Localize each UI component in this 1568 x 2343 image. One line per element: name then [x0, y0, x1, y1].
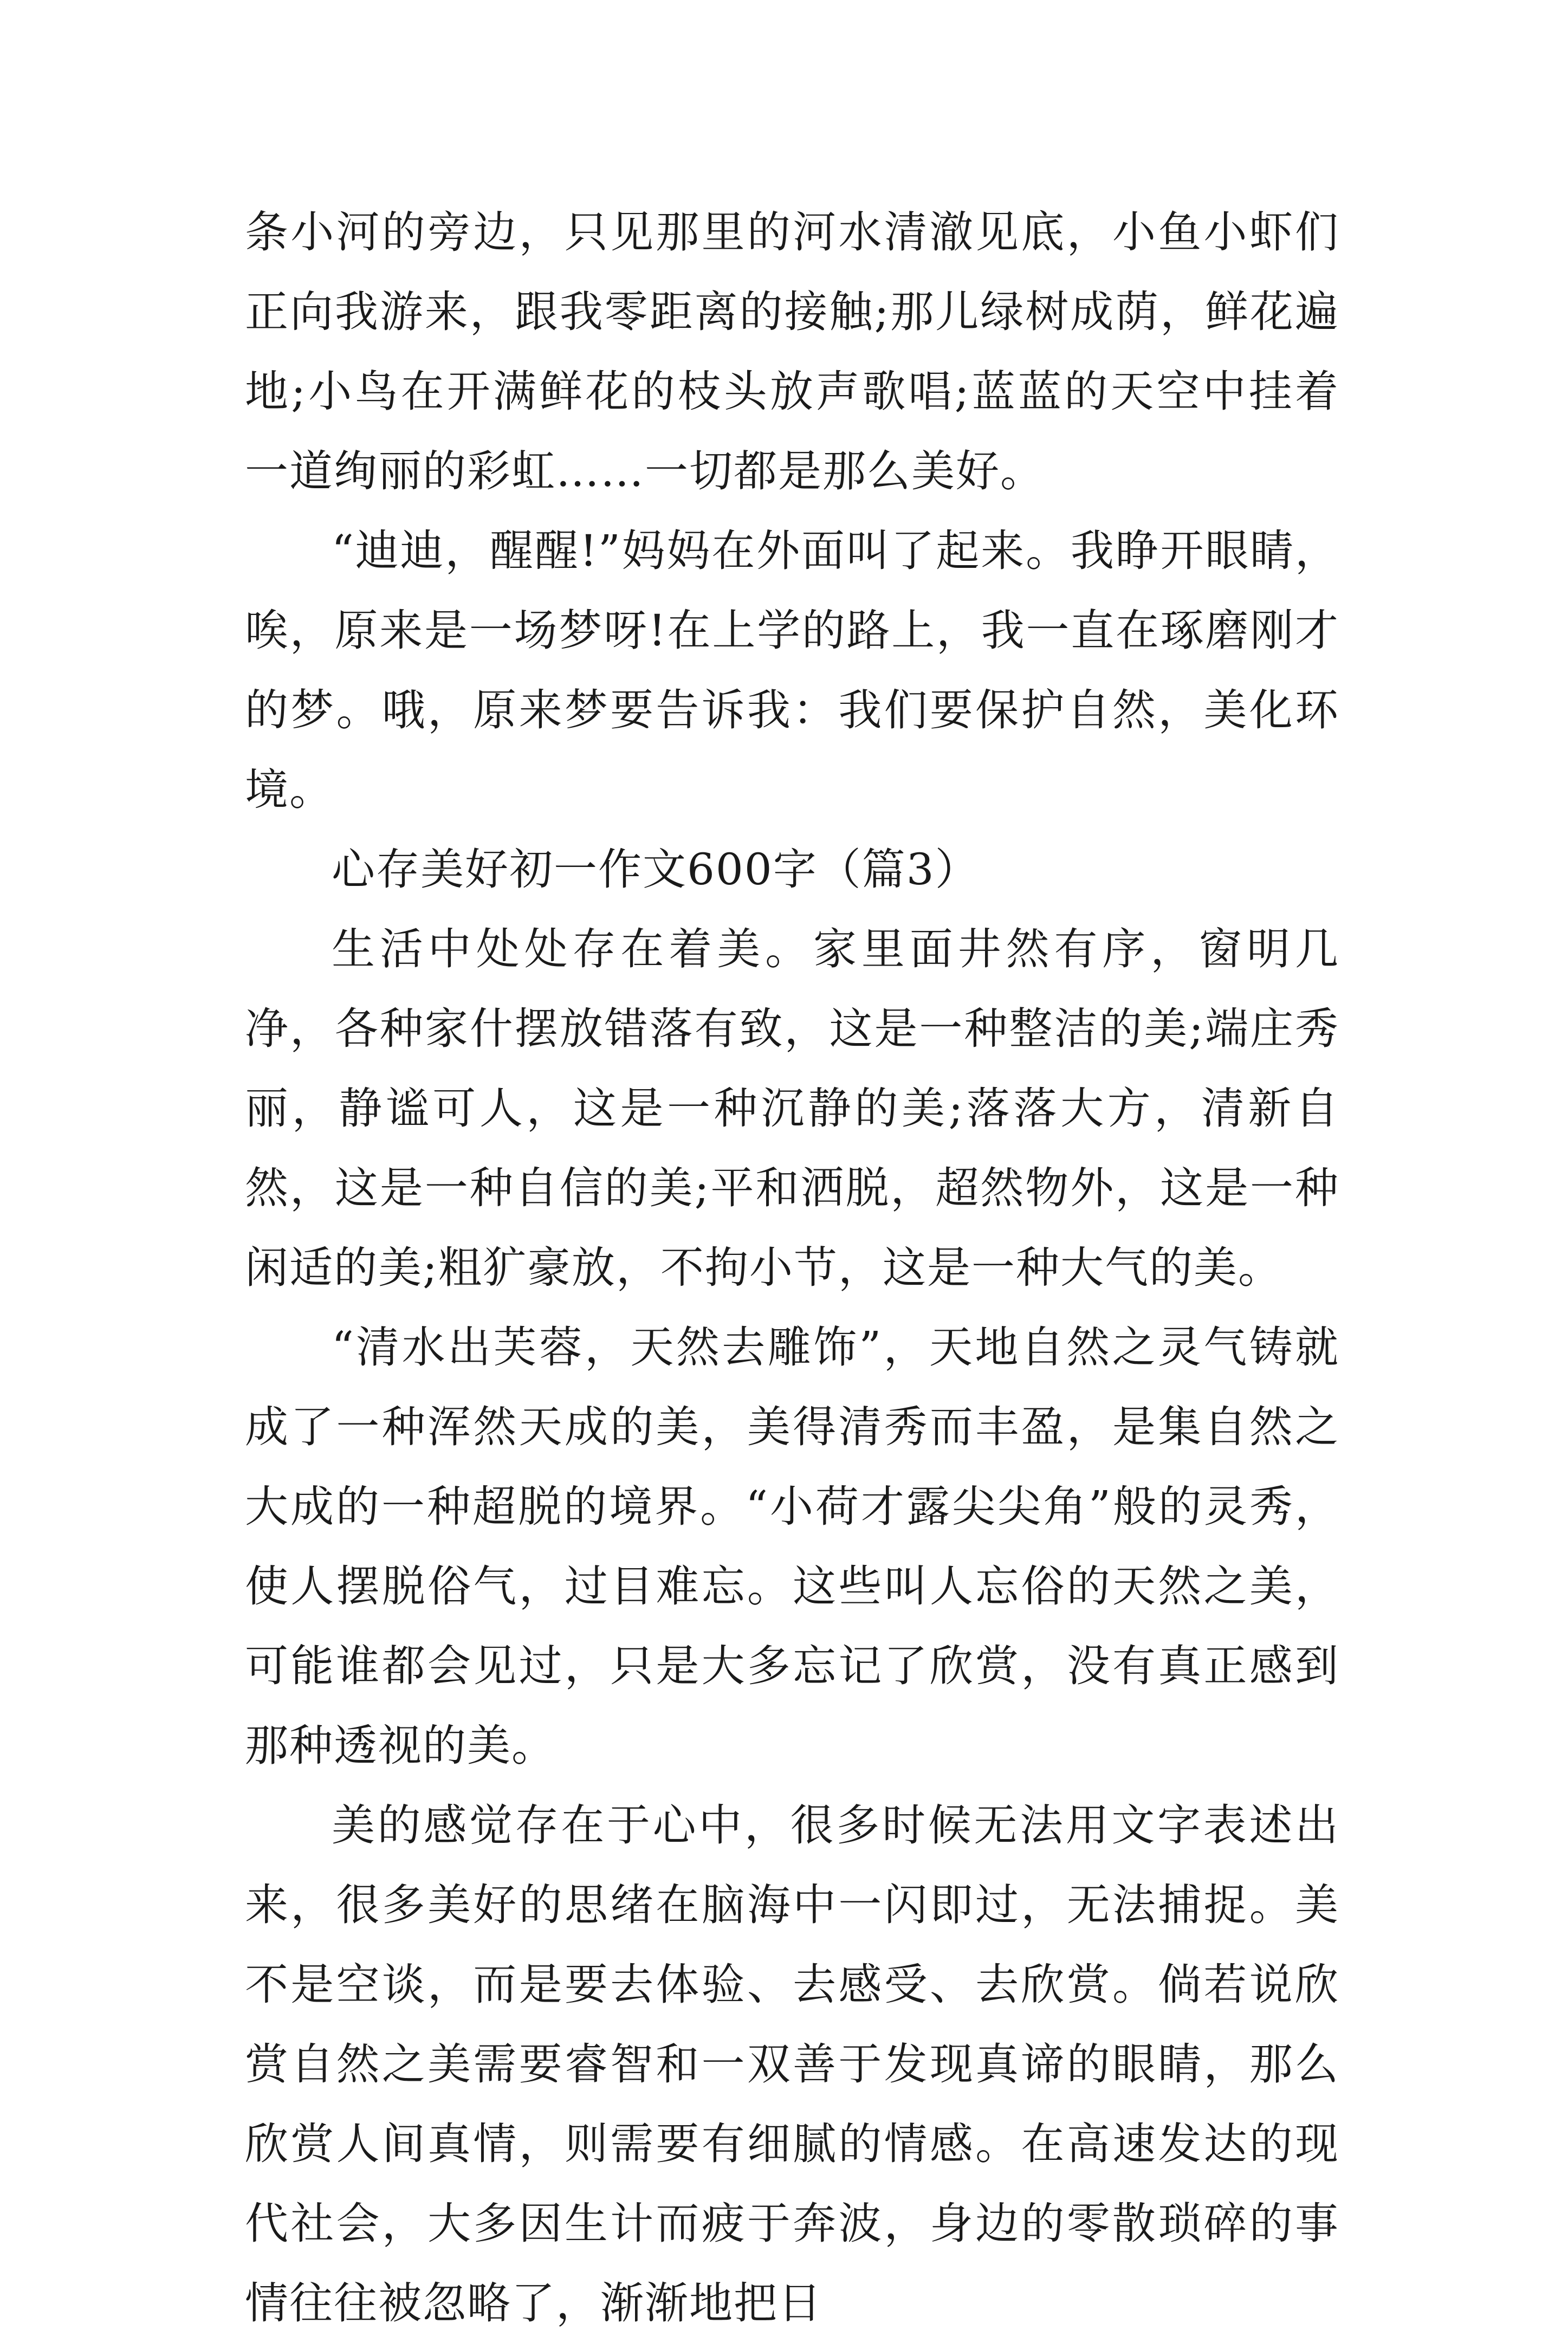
paragraph-natural-beauty: “清水出芙蓉，天然去雕饰”，天地自然之灵气铸就成了一种浑然天成的美，美得清秀而丰盈，是集自然之大成的一种超脱的境界。“小荷才露尖尖角”般的灵秀，使人摆脱俗气，过目难忘。这些叫人忘俗的天然之美，可能谁都会见过，只是大多忘记了欣赏，没有真正感到那种透视的美。: [245, 1322, 1339, 1771]
paragraph-continuation: 条小河的旁边，只见那里的河水清澈见底，小鱼小虾们正向我游来，跟我零距离的接触;那儿绿树成荫，鲜花遍地;小鸟在开满鲜花的枝头放声歌唱;蓝蓝的天空中挂着一道绚丽的彩虹……一切都是那么美好。: [245, 207, 1339, 496]
paragraph-feeling-of-beauty: 美的感觉存在于心中，很多时候无法用文字表述出来，很多美好的思绪在脑海中一闪即过，无法捕捉。美不是空谈，而是要去体验、去感受、去欣赏。倘若说欣赏自然之美需要睿智和一双善于发现真谛的眼睛，那么欣赏人间真情，则需要有细腻的情感。在高速发达的现代社会，大多因生计而疲于奔波，身边的零散琐碎的事情往往被忽略了，渐渐地把日: [245, 1800, 1339, 2328]
paragraph-beauty-everywhere: 生活中处处存在着美。家里面井然有序，窗明几净，各种家什摆放错落有致，这是一种整洁的美;端庄秀丽，静谧可人，这是一种沉静的美;落落大方，清新自然，这是一种自信的美;平和洒脱，超然物外，这是一种闲适的美;粗犷豪放，不拘小节，这是一种大气的美。: [245, 924, 1339, 1293]
document-body: [245, 192, 1339, 2343]
paragraph-dream: “迪迪，醒醒!”妈妈在外面叫了起来。我睁开眼睛，唉，原来是一场梦呀!在上学的路上，我一直在琢磨刚才的梦。哦，原来梦要告诉我：我们要保护自然，美化环境。: [245, 526, 1339, 815]
section-heading: 心存美好初一作文600字（篇3）: [332, 844, 980, 895]
